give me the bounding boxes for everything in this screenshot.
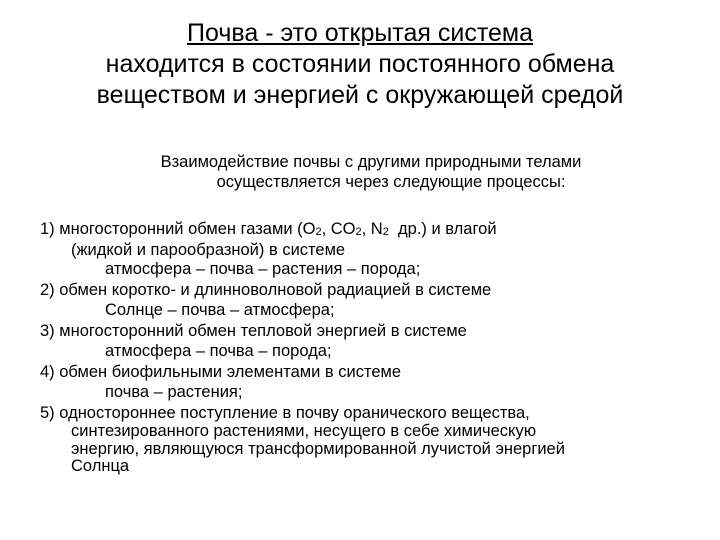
item-1-text-c: , N	[361, 220, 383, 238]
subscript-o2: 2	[315, 226, 322, 238]
list-item-5-line-2: синтезированного растениями, несущего в себе химическую	[71, 422, 537, 440]
item-1-text-d: др.) и влагой	[388, 220, 497, 238]
list-item-1-line-3: атмосфера – почва – растения – порода;	[105, 260, 421, 278]
title-subline-1: находится в состоянии постоянного обмена	[105, 50, 615, 78]
list-item-1-line-2: (жидкой и парообразной) в системе	[71, 240, 346, 259]
slide-title	[0, 18, 720, 111]
list-item-3-line-2: атмосфера – почва – порода;	[105, 342, 332, 360]
intro-text	[0, 152, 720, 192]
list-item-2-line-1: 2) обмен коротко- и длинноволновой радиацией в системе	[40, 280, 492, 299]
list-item-4-line-2: почва – растения;	[105, 383, 243, 401]
list-item-3-line-1: 3) многосторонний обмен тепловой энергией в системе	[40, 321, 467, 340]
item-1-text-b: , CO	[321, 220, 356, 238]
list-item-5-line-4: Солнца	[71, 457, 130, 475]
list-item-5-line-3: энергию, являющуюся трансформированной лучистой энергией	[71, 439, 565, 458]
title-subline-2: веществом и энергией с окружающей средой	[96, 81, 624, 109]
list-item-5-line-1: 5) одностороннее поступление в почву оранического вещества,	[40, 403, 530, 422]
item-1-text-a: 1) многосторонний обмен газами (O	[40, 220, 316, 238]
list-item-2-line-2: Солнце – почва – атмосфера;	[105, 301, 335, 319]
list-item-1-line-1	[40, 219, 690, 242]
subscript-co2: 2	[355, 226, 362, 238]
list-item-4-line-1: 4) обмен биофильными элементами в системе	[40, 362, 402, 381]
intro-line-1: Взаимодействие почвы с другими природными телами	[160, 153, 582, 171]
subscript-n2: 2	[382, 226, 389, 238]
process-list	[40, 219, 690, 476]
title-heading: Почва - это открытая система	[187, 19, 533, 47]
intro-line-2: осуществляется через следующие процессы:	[216, 173, 566, 191]
